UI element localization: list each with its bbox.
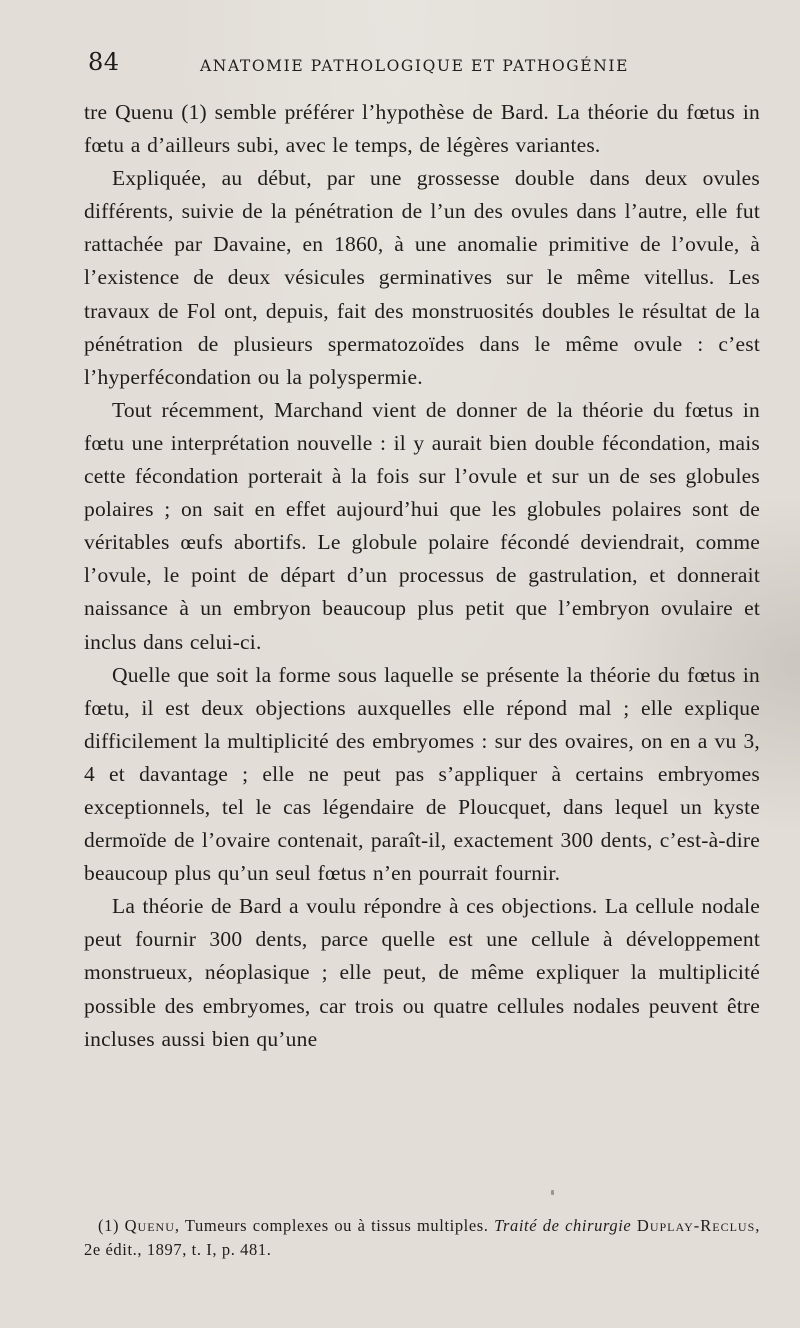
paragraph: tre Quenu (1) semble préférer l’hypothèse de Bard. La théorie du fœtus in fœtu a d’ailleurs subi, avec le temps, de légères variantes. bbox=[84, 100, 760, 158]
paragraph: Tout récemment, Marchand vient de donner de la théorie du fœtus in fœtu une interprétation nouvelle : il y aurait bien double fécondation, mais cette fécondation porterait à la fois sur l’ovule et sur un de ses globules polaires ; on sait en effet aujourd’hui que les globules polaires sont de véritables œufs abortifs. Le globule polaire fécondé deviendrait, comme l’ovule, le point de départ d’un processus de gastrulation, et donnerait naissance à un embryon beaucoup plus petit que l’embryon ovulaire et inclus dans celui-ci. bbox=[84, 397, 760, 654]
footnote-text: , Tumeurs complexes ou à tissus multiples. bbox=[174, 1216, 489, 1235]
paragraph: Expliquée, au début, par une grossesse double dans deux ovules différents, suivie de la pénétration de l’un des ovules dans l’autre, elle fut rattachée par Davaine, en 1860, à une anomalie primitive de l’ovule, à l’existence de deux vésicules germinatives sur le même vitellus. Les travaux de Fol ont, depuis, fait des monstruosités doubles le résultat de la pénétration de plusieurs spermatozoïdes dans le même ovule : c’est l’hyperfécondation ou la polyspermie. bbox=[84, 166, 760, 389]
footnote bbox=[84, 1214, 760, 1262]
page-header bbox=[88, 48, 760, 82]
footnote-marker: (1) bbox=[98, 1216, 120, 1235]
footnote-edition: , 2e édit., 1897, t. I, p. 481. bbox=[84, 1216, 760, 1259]
footnote-author: Quenu bbox=[124, 1216, 175, 1235]
footnote-work-title: Traité de chirurgie bbox=[494, 1216, 632, 1235]
running-title: ANATOMIE PATHOLOGIQUE ET PATHOGÉNIE bbox=[200, 57, 630, 75]
paragraph: Quelle que soit la forme sous laquelle se présente la théorie du fœtus in fœtu, il est deux objections auxquelles elle répond mal ; elle explique difficilement la multiplicité des embryomes : sur des ovaires, on en a vu 3, 4 et davantage ; elle ne peut pas s’appliquer à certains embryomes exceptionnels, tel le cas légendaire de Ploucquet, dans lequel un kyste dermoïde de l’ovaire contenait, paraît-il, exactement 300 dents, c’est-à-dire beaucoup plus qu’un seul fœtus n’en pourrait fournir. bbox=[84, 662, 760, 886]
page-number: 84 bbox=[88, 48, 120, 76]
footnote-publisher: Duplay-Reclus bbox=[636, 1216, 756, 1235]
footnote-line bbox=[84, 1214, 760, 1262]
body-text bbox=[84, 96, 760, 1056]
paragraph: La théorie de Bard a voulu répondre à ces objections. La cellule nodale peut fournir 300 dents, parce quelle est une cellule à développement monstrueux, néoplasique ; elle peut, de même expliquer la multiplicité possible des embryomes, car trois ou quatre cellules nodales peuvent être incluses aussi bien qu’une bbox=[84, 894, 760, 1051]
print-speck bbox=[551, 1190, 554, 1195]
